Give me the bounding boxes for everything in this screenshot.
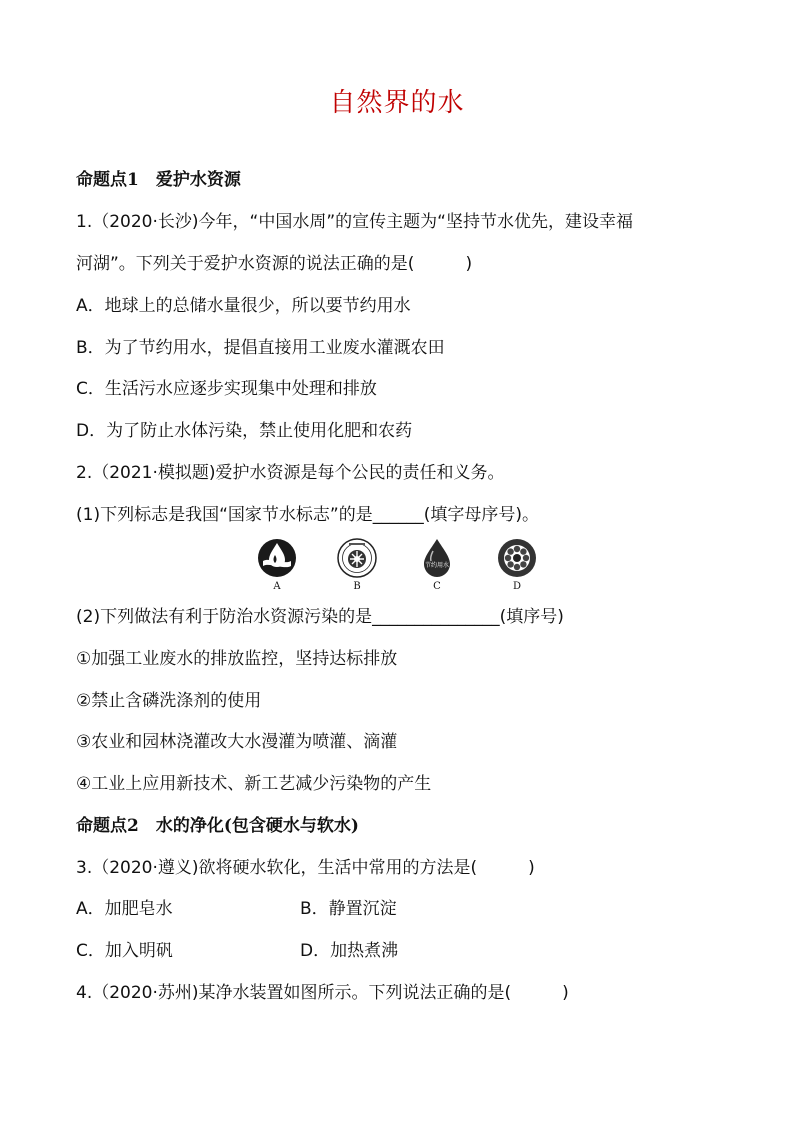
water-saving-drop-icon [416, 537, 458, 579]
question-2-sub-2: (2)下列做法有利于防治水资源污染的是_______________(填序号) [76, 607, 564, 627]
section-heading-1: 命题点1 爱护水资源 [76, 170, 241, 190]
question-2-stem: 2.（2021·模拟题)爱护水资源是每个公民的责任和义务。 [76, 463, 505, 483]
question-2-item-4: ④工业上应用新技术、新工艺减少污染物的产生 [76, 774, 432, 794]
page-title: 自然界的水 [329, 88, 465, 118]
logo-label-c: C [433, 581, 441, 592]
logo-c-text: 节约用水 [424, 562, 450, 569]
question-1-line-2: 河湖”。下列关于爱护水资源的说法正确的是( ) [76, 254, 473, 274]
logo-label-d: D [512, 581, 522, 592]
logo-label-b: B [353, 581, 361, 592]
flower-seal-icon [496, 537, 538, 579]
question-2-item-1: ①加强工业废水的排放监控，坚持达标排放 [76, 649, 398, 669]
question-3-option-d: D．加热煮沸 [300, 941, 399, 961]
logo-option-a [256, 537, 298, 593]
logo-option-c [416, 537, 458, 593]
water-drop-logo-icon [256, 537, 298, 579]
question-3-option-c: C．加入明矾 [76, 941, 173, 961]
logo-option-d [496, 537, 538, 593]
question-1-option-c: C．生活污水应逐步实现集中处理和排放 [76, 379, 377, 399]
question-3-option-row-2 [76, 939, 716, 963]
question-3-option-a: A．加肥皂水 [76, 899, 173, 919]
question-3-stem: 3.（2020·遵义)欲将硬水软化，生活中常用的方法是( ) [76, 858, 535, 878]
question-2-sub-1: (1)下列标志是我国“国家节水标志”的是______(填字母序号)。 [76, 505, 539, 525]
question-3-option-row-1 [76, 897, 716, 921]
question-1-option-a: A．地球上的总储水量很少，所以要节约用水 [76, 296, 411, 316]
question-1-option-d: D．为了防止水体污染，禁止使用化肥和农药 [76, 421, 413, 441]
water-logo-row [256, 537, 546, 597]
question-2-item-2: ②禁止含磷洗涤剂的使用 [76, 691, 262, 711]
logo-label-a: A [273, 581, 281, 592]
question-3-option-b: B．静置沉淀 [300, 899, 397, 919]
question-4-stem: 4.（2020·苏州)某净水装置如图所示。下列说法正确的是( ) [76, 983, 569, 1003]
logo-option-b [336, 537, 378, 593]
section-heading-2: 命题点2 水的净化(包含硬水与软水) [76, 816, 359, 836]
water-saving-seal-icon [336, 537, 378, 579]
question-1-option-b: B．为了节约用水，提倡直接用工业废水灌溉农田 [76, 338, 445, 358]
question-2-item-3: ③农业和园林浇灌改大水漫灌为喷灌、滴灌 [76, 732, 398, 752]
question-1-line-1: 1.（2020·长沙)今年，“中国水周”的宣传主题为“坚持节水优先，建设幸福 [76, 212, 633, 232]
